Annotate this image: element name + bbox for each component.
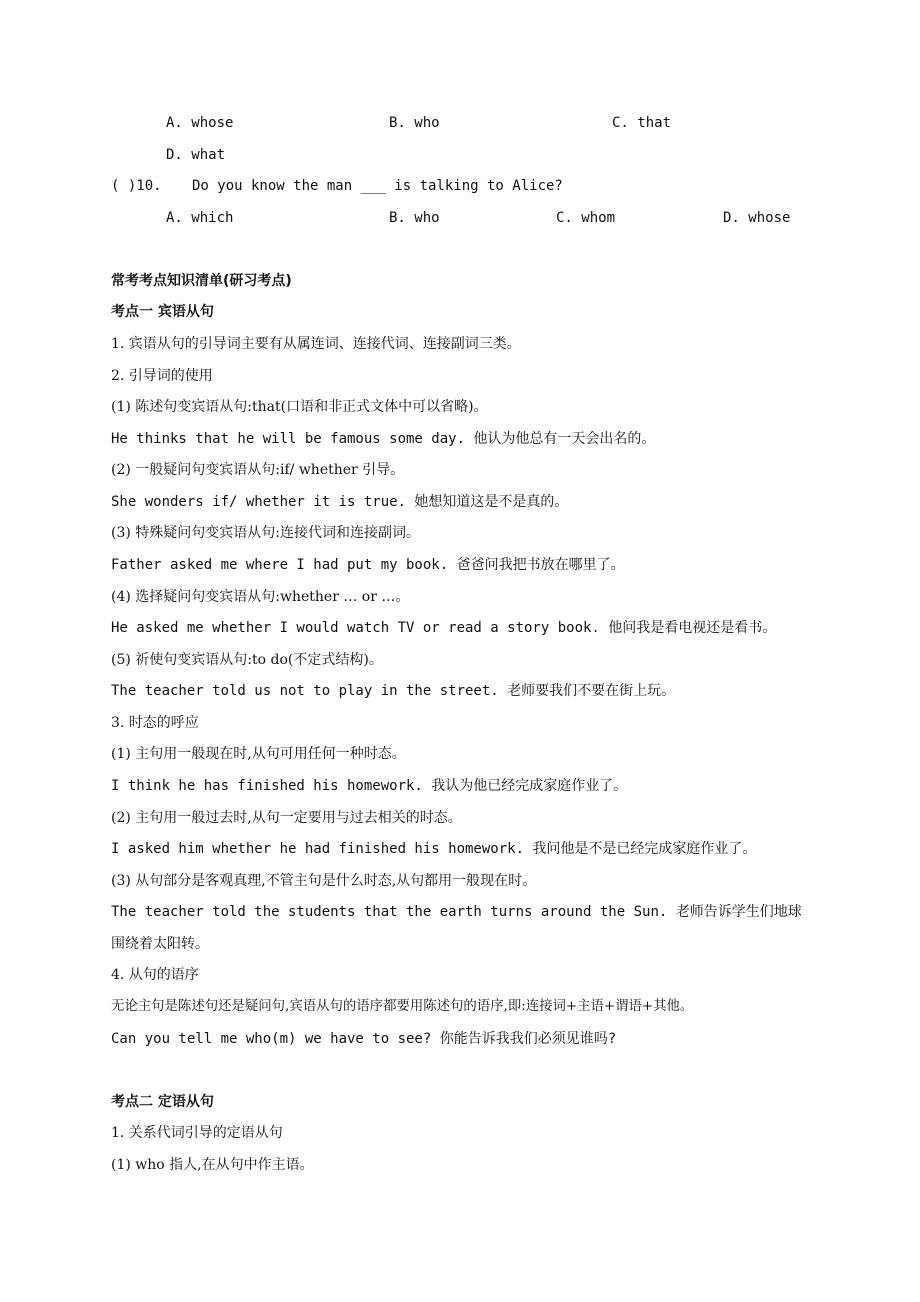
point1-line: 无论主句是陈述句还是疑问句,宾语从句的语序都要用陈述句的语序,即:连接词+主语+谓语+其他。 (111, 999, 694, 1014)
q10-option-d: D. whose (723, 210, 791, 226)
point1-line: I think he has finished his homework. 我认为他已经完成家庭作业了。 (111, 778, 628, 794)
section-title: 常考考点知识清单(研习考点) (111, 273, 292, 289)
q10-option-a: A. which (166, 210, 234, 226)
point1-line: 围绕着太阳转。 (111, 936, 209, 952)
q10-option-c: C. whom (556, 210, 616, 226)
point1-line: (1) 主句用一般现在时,从句可用任何一种时态。 (111, 746, 406, 762)
point1-line: (5) 祈使句变宾语从句:to do(不定式结构)。 (111, 652, 383, 668)
point1-line: (1) 陈述句变宾语从句:that(口语和非正式文体中可以省略)。 (111, 399, 488, 415)
point1-line: Can you tell me who(m) we have to see? 你能告诉我我们必须见谁吗? (111, 1031, 617, 1047)
point1-title: 考点一 宾语从句 (111, 304, 214, 320)
point1-line: (3) 特殊疑问句变宾语从句:连接代词和连接副词。 (111, 525, 420, 541)
point1-line: 4. 从句的语序 (111, 967, 199, 983)
point1-line: The teacher told the students that the earth turns around the Sun. 老师告诉学生们地球 (111, 904, 802, 920)
point1-line: She wonders if/ whether it is true. 她想知道这是不是真的。 (111, 494, 569, 510)
q10-option-b: B. who (389, 210, 440, 226)
point1-line: (3) 从句部分是客观真理,不管主句是什么时态,从句都用一般现在时。 (111, 873, 537, 889)
q10-question: Do you know the man ___ is talking to Alice? (192, 178, 563, 194)
point1-line: 2. 引导词的使用 (111, 368, 213, 384)
q9-option-d: D. what (166, 147, 226, 163)
point1-line: (2) 主句用一般过去时,从句一定要用与过去相关的时态。 (111, 810, 462, 826)
point1-line: I asked him whether he had finished his homework. 我问他是不是已经完成家庭作业了。 (111, 841, 757, 857)
point1-line: 3. 时态的呼应 (111, 715, 199, 731)
point1-line: (2) 一般疑问句变宾语从句:if/ whether 引导。 (111, 462, 405, 478)
q9-option-c: C. that (612, 115, 672, 131)
q9-option-a: A. whose (166, 115, 234, 131)
point1-line: (4) 选择疑问句变宾语从句:whether … or …。 (111, 589, 410, 605)
point1-line: Father asked me where I had put my book. 爸爸问我把书放在哪里了。 (111, 557, 625, 573)
point1-line: The teacher told us not to play in the street. 老师要我们不要在街上玩。 (111, 683, 676, 699)
point1-line: He asked me whether I would watch TV or read a story book. 他问我是看电视还是看书。 (111, 620, 777, 636)
point2-line: (1) who 指人,在从句中作主语。 (111, 1157, 314, 1173)
point2-line: 1. 关系代词引导的定语从句 (111, 1125, 283, 1141)
point2-title: 考点二 定语从句 (111, 1094, 214, 1110)
q9-option-b: B. who (389, 115, 440, 131)
point1-line: He thinks that he will be famous some day. 他认为他总有一天会出名的。 (111, 431, 656, 447)
q10-answer-paren: ( )10. (111, 178, 162, 194)
point1-line: 1. 宾语从句的引导词主要有从属连词、连接代词、连接副词三类。 (111, 336, 521, 352)
